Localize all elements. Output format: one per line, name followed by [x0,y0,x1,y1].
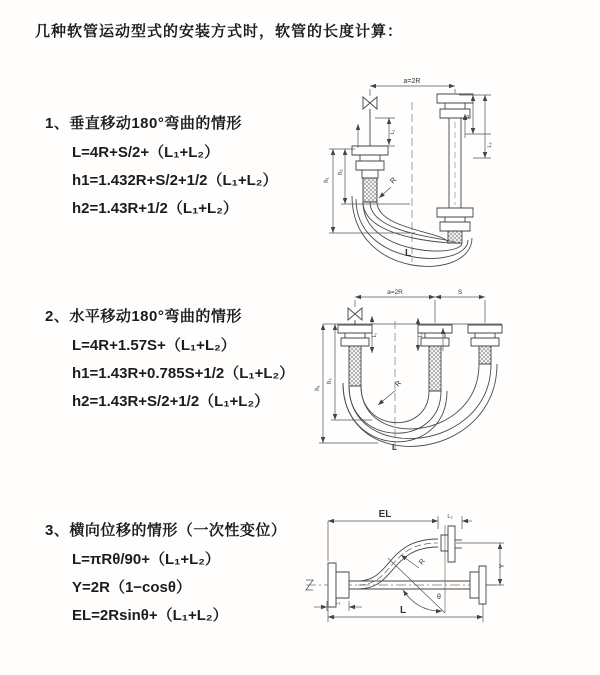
hose-u-bend-arcs [343,364,497,446]
dim-label-l2: L₂ [447,514,453,520]
dimension-lines [319,297,502,443]
braided-hose-section [429,346,441,391]
diagram-lateral-displacement [300,505,600,660]
dim-label-l2: L₂ [418,332,424,338]
dim-label-s: S [457,289,463,296]
section-vertical-180 [45,112,277,223]
radius-leader [379,187,391,198]
length-label: L [392,443,397,452]
braided-hose-section [448,231,462,243]
formula-L: L=4R+1.57S+（L₁+L₂） [72,337,236,354]
length-label: L [400,605,407,616]
angle-label: θ [437,594,441,601]
section-1-heading: 1、垂直移动180°弯曲的情形 [45,115,242,132]
diagram-vertical-180-bend [315,70,600,270]
diagram-horizontal-180-bend [310,283,600,458]
valve-icon [363,97,377,146]
hose-s-curve [358,539,438,589]
section-horizontal-180 [45,305,294,416]
section-3-heading: 3、横向位移的情形（一次性变位） [45,522,287,539]
braided-hose-section [363,178,377,202]
left-flange-fitting [352,146,388,202]
dim-label-h2: h₂ [338,169,344,175]
left-flange-fitting [338,325,372,386]
dim-label-l2: L₂ [487,142,493,148]
dim-label-l1: L₁ [372,332,378,338]
upper-flange-fitting [441,526,462,562]
section-2-heading: 2、水平移动180°弯曲的情形 [45,308,242,325]
radius-leader [378,390,396,405]
radius-label: R [394,379,403,389]
formula-h1: h1=1.43R+0.785S+1/2（L₁+L₂） [72,365,295,382]
length-label: L [405,248,412,259]
section-1-formulas [72,139,277,223]
dim-label-l1: L₁ [335,600,341,606]
right-flange-fitting [468,325,502,364]
dimension-lines [314,516,504,622]
braided-hose-section [349,346,361,386]
section-lateral-displacement [45,519,286,630]
valve-icon [348,308,362,325]
formula-L: L=πRθ/90+（L₁+L₂） [72,551,220,568]
dim-label-s: S [464,114,471,120]
dim-label-h2: h₂ [327,378,333,384]
formula-EL: EL=2Rsinθ+（L₁+L₂） [72,607,228,624]
dim-label-a2r: a=2R [403,78,421,85]
braided-hose-section [479,346,491,364]
formula-Y: Y=2R（1−cosθ） [72,579,191,596]
radius-label: R [388,175,399,186]
radius-label: R [418,557,427,567]
formula-h1: h1=1.432R+S/2+1/2（L₁+L₂） [72,172,278,189]
formula-h2: h2=1.43R+S/2+1/2（L₁+L₂） [72,393,270,410]
formula-L: L=4R+S/2+（L₁+L₂） [72,144,220,161]
section-2-formulas [72,332,294,416]
formula-h2: h2=1.43R+1/2（L₁+L₂） [72,200,238,217]
dim-label-y: Y [499,563,506,569]
dim-label-h1: h₁ [315,385,321,391]
section-3-formulas [72,546,286,630]
dim-label-el: EL [378,509,392,520]
dim-label-l1: L₁ [390,129,396,135]
dim-label-a2r: a=2R [387,289,403,296]
radius-leader [401,555,419,568]
dim-label-h1: h₁ [324,177,330,183]
page-title: 几种软管运动型式的安装方式时，软管的长度计算： [35,23,404,40]
